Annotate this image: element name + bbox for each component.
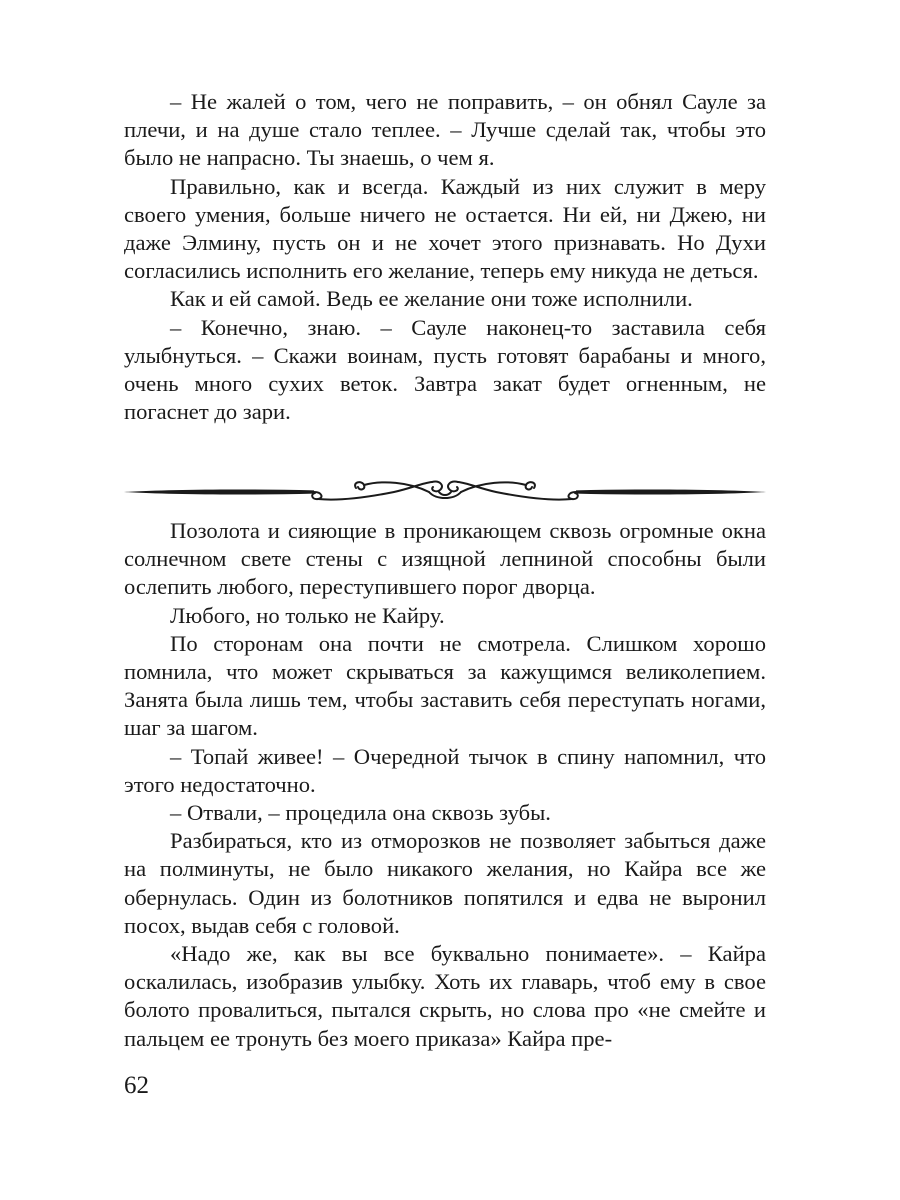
paragraph: – Топай живее! – Очередной тычок в спину напомнил, что этого недостаточно. (124, 743, 766, 797)
paragraph: Правильно, как и всегда. Каждый из них служит в меру своего умения, больше ничего не остается. Ни ей, ни Джею, ни даже Элмину, пусть он и не хочет этого признавать. Но Духи согласились исполнить его желание, теперь ему никуда не деться. (124, 173, 766, 284)
paragraph: Разбираться, кто из отморозков не позволяет забыться даже на полминуты, не было никакого желания, но Кайра все же обернулась. Один из болотников попятился и едва не выронил посох, выдав себя с головой. (124, 828, 766, 938)
paragraph: – Конечно, знаю. – Сауле наконец-то заставила себя улыбнуться. – Скажи воинам, пусть готовят барабаны и много, очень много сухих веток. Завтра закат будет огненным, не погаснет до зари. (124, 314, 766, 425)
text-section-2 (124, 517, 766, 1053)
paragraph: Позолота и сияющие в проникающем сквозь огромные окна солнечном свете стены с изящной лепниной способны были ослепить любого, переступившего порог дворца. (124, 518, 766, 600)
paragraph: По сторонам она почти не смотрела. Слишком хорошо помнила, что может скрываться за кажущимся великолепием. Занята была лишь тем, чтобы заставить себя переступать ногами, шаг за шагом. (124, 630, 766, 741)
text-section-1 (124, 88, 766, 426)
paragraph: – Отвали, – процедила она сквозь зубы. (170, 800, 551, 826)
paragraph: Как и ей самой. Ведь ее желание они тоже исполнили. (170, 286, 693, 312)
ornamental-divider-icon (124, 470, 766, 514)
page-number: 62 (124, 1072, 149, 1099)
paragraph: «Надо же, как вы все буквально понимаете». – Кайра оскалилась, изобразив улыбку. Хоть их главарь, чтоб ему в свое болото провалиться, пытался скрыть, но слова про «не смейте и пальцем ее тронуть без моего приказа» Кайра пре- (124, 941, 766, 1051)
paragraph: Любого, но только не Кайру. (170, 602, 445, 628)
paragraph: – Не жалей о том, чего не поправить, – он обнял Сауле за плечи, и на душе стало теплее. – Лучше сделай так, чтобы это было не напрасно. Ты знаешь, о чем я. (124, 89, 766, 171)
